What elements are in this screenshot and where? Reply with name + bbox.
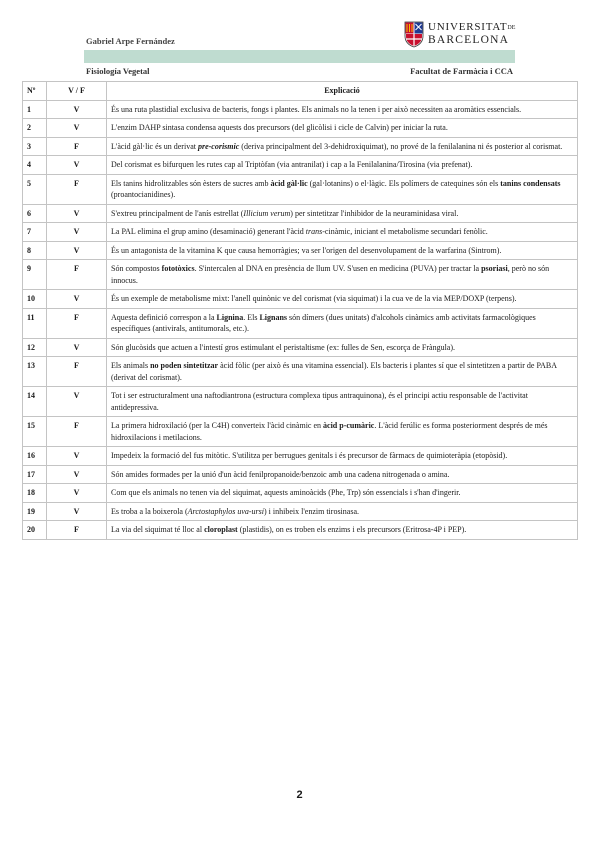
explanation-text: Es troba a la boixerola ( [111, 506, 188, 516]
true-false-answer: F [47, 174, 107, 204]
explanation-text: Com que els animals no tenen via del siquimat, aquests aminoàcids (Phe, Trp) són essencials i s'han d'ingerir. [111, 488, 461, 497]
header-explanation: Explicació [107, 82, 578, 101]
table-row [23, 204, 578, 223]
explanation-cell [107, 290, 578, 309]
explanation-text: Són compostos [111, 264, 162, 273]
explanation-text: Arctostaphylos uva-ursi [187, 506, 265, 516]
explanation-cell [107, 338, 578, 357]
true-false-answer: V [47, 387, 107, 417]
explanation-text: pre-corismic [197, 141, 240, 151]
true-false-answer: V [47, 338, 107, 357]
explanation-text: S'extreu principalment de l'anís estrellat ( [111, 208, 244, 218]
explanation-cell [107, 204, 578, 223]
explanation-text: La via del siquimat té lloc al [111, 525, 205, 534]
explanation-text: trans [305, 227, 323, 236]
explanation-text: És una ruta plastidial exclusiva de bacteris, fongs i plantes. Els animals no la tenen i per això necessiten aa aromàtics essencials. [111, 104, 522, 114]
explanation-text: L'enzim DAHP sintasa condensa aquests dos precursors (del glicòlisi i cicle de Calvin) per iniciar la ruta. [111, 123, 448, 132]
table-row [23, 447, 578, 466]
explanation-text: Lignans [259, 312, 288, 322]
explanation-cell [107, 502, 578, 521]
explanation-text: Illicium verum [243, 208, 291, 218]
explanation-text: ) per sintetitzar l'inhibidor de la neuraminidasa viral. [290, 208, 459, 218]
table-row [23, 156, 578, 175]
university-logo [404, 21, 516, 49]
explanation-text: (proantocianidines). [111, 190, 176, 199]
explanation-cell [107, 100, 578, 119]
explanation-text: És un antagonista de la vitamina K que causa hemorràgies; va ser l'origen del desenvolupament de la warfarina (Sintrom). [111, 245, 502, 255]
explanation-text: (deriva principalment del 3-dehidroxiquimat), no prové de la fenilalanina ni és posterior al corismat. [239, 141, 563, 151]
explanation-text: . S'intercalen al DNA en presència de llum UV. S'usen en medicina (PUVA) per tractar la [194, 264, 482, 273]
true-false-answer: V [47, 119, 107, 138]
question-number: 9 [23, 260, 47, 290]
table-row [23, 484, 578, 503]
explanation-text: Són glucòsids que actuen a l'intestí gros estimulant el peristaltisme (ex: fulles de Sen, escorça de Fràngula). [111, 342, 456, 352]
explanation-cell [107, 260, 578, 290]
table-row [23, 241, 578, 260]
explanation-text: . L'àcid ferúlic es forma posteriorment després de més hidroxilacions i metilacions. [111, 421, 548, 442]
explanation-text: àcid fòlic (per això és una vitamina essencial). Els bacteris i plantes sí que el sintetitzen a partir de PABA (derivat del corismat). [111, 361, 557, 382]
table-row [23, 137, 578, 156]
true-false-answer: F [47, 357, 107, 387]
explanation-text: àcid gàl·lic [270, 178, 308, 188]
explanation-text: no poden sintetitzar [150, 361, 219, 370]
explanation-cell [107, 223, 578, 242]
table-row [23, 290, 578, 309]
explanation-text: És un exemple de metabolisme mixt: l'anell quinònic ve del corismat (via siquimat) i la cua ve de la via MEP/DOXP (terpens). [111, 294, 517, 303]
true-false-answer: F [47, 260, 107, 290]
table-row [23, 417, 578, 447]
question-number: 19 [23, 502, 47, 521]
explanation-text: Són amides formades per la unió d'un àcid fenilpropanoide/benzoic amb una cadena nitrogenada o amina. [111, 469, 450, 479]
question-number: 14 [23, 387, 47, 417]
explanation-cell [107, 156, 578, 175]
true-false-answer: V [47, 484, 107, 503]
explanation-text: psoriasi [481, 264, 508, 273]
explanation-text: (gal·lotanins) o el·làgic. Els polímers de catequines són els [307, 178, 501, 188]
explanation-text: Impedeix la formació del fus mitòtic. S'utilitza per berrugues genitals i és precursor de fàrmacs de quimioteràpia (etopòsid). [111, 451, 508, 460]
table-row [23, 223, 578, 242]
table-row [23, 502, 578, 521]
explanation-text: (plastidis), on es troben els enzims i els precursors (Eritrosa-4P i PEP). [237, 525, 467, 534]
true-false-answer: V [47, 204, 107, 223]
table-row [23, 308, 578, 338]
question-number: 4 [23, 156, 47, 175]
explanation-cell [107, 357, 578, 387]
explanation-text: Els tanins hidrolitzables són èsters de sucres amb [111, 178, 271, 188]
explanation-cell [107, 241, 578, 260]
true-false-answer: V [47, 156, 107, 175]
explanation-text: Aquesta definició correspon a la [111, 312, 217, 322]
table-row [23, 100, 578, 119]
table-row [23, 119, 578, 138]
question-number: 15 [23, 417, 47, 447]
table-row [23, 357, 578, 387]
explanation-cell [107, 484, 578, 503]
true-false-answer: V [47, 241, 107, 260]
explanation-text: La primera hidroxilació (per la C4H) converteix l'àcid cinàmic en [111, 421, 324, 430]
question-number: 12 [23, 338, 47, 357]
explanation-cell [107, 119, 578, 138]
question-number: 5 [23, 174, 47, 204]
explanation-text: Els animals [111, 361, 151, 370]
question-number: 6 [23, 204, 47, 223]
header-number: Nº [23, 82, 47, 101]
header-true-false: V / F [47, 82, 107, 101]
explanation-text: tanins condensats [500, 178, 561, 188]
university-shield-icon [404, 21, 424, 48]
question-number: 13 [23, 357, 47, 387]
true-false-answer: V [47, 100, 107, 119]
true-false-answer: V [47, 447, 107, 466]
explanation-cell [107, 137, 578, 156]
table-row [23, 465, 578, 484]
explanation-text: cloroplast [204, 525, 238, 534]
true-false-answer: F [47, 308, 107, 338]
true-false-answer: F [47, 137, 107, 156]
explanation-cell [107, 521, 578, 540]
explanation-text: . Els [243, 312, 260, 322]
question-number: 10 [23, 290, 47, 309]
question-number: 3 [23, 137, 47, 156]
true-false-answer: F [47, 521, 107, 540]
explanation-text: són dímers (dues unitats) d'alcohols cinàmics amb activitats farmacològiques específiques (antivirals, antitumorals, etc.). [111, 312, 536, 333]
true-false-answer: V [47, 502, 107, 521]
explanation-text: fototòxics [161, 264, 195, 273]
faculty-label: Facultat de Farmàcia i CCA [410, 66, 513, 76]
answers-table [22, 81, 578, 540]
explanation-text: Del corismat es bifurquen les rutes cap al Triptòfan (via antranilat) i cap a la Fenilalanina/Tirosina (via prefenat). [111, 160, 473, 169]
explanation-cell [107, 447, 578, 466]
explanation-text: Lignina [216, 312, 244, 322]
question-number: 2 [23, 119, 47, 138]
explanation-cell [107, 387, 578, 417]
header-band [84, 50, 515, 63]
explanation-cell [107, 417, 578, 447]
explanation-text: L'àcid gàl·lic és un derivat [111, 141, 198, 151]
table-row [23, 260, 578, 290]
table-row [23, 521, 578, 540]
explanation-text: Tot i ser estructuralment una naftodiantrona (estructura complexa tipus antraquinona), és el principi actiu responsable de l'activitat antidepressiva. [111, 391, 528, 412]
explanation-text: , però no són innocus. [111, 264, 550, 285]
explanation-text: àcid p-cumàric [323, 421, 375, 430]
table-header-row [23, 82, 578, 101]
table-row [23, 174, 578, 204]
true-false-answer: F [47, 417, 107, 447]
table-row [23, 338, 578, 357]
table-row [23, 387, 578, 417]
university-wordmark: UNIVERSITATDE BARCELONA [428, 21, 516, 46]
question-number: 17 [23, 465, 47, 484]
explanation-text: ) i inhibeix l'enzim tirosinasa. [264, 506, 359, 516]
true-false-answer: V [47, 223, 107, 242]
explanation-cell [107, 174, 578, 204]
explanation-text: -cinàmic, iniciant el metabolisme secundari fenòlic. [322, 227, 488, 236]
question-number: 20 [23, 521, 47, 540]
question-number: 1 [23, 100, 47, 119]
true-false-answer: V [47, 290, 107, 309]
question-number: 18 [23, 484, 47, 503]
explanation-text: La PAL elimina el grup amino (desaminació) generant l'àcid [111, 227, 306, 236]
explanation-cell [107, 465, 578, 484]
page-number: 2 [296, 789, 303, 801]
subject-label: Fisiología Vegetal [86, 66, 150, 76]
question-number: 16 [23, 447, 47, 466]
question-number: 7 [23, 223, 47, 242]
question-number: 11 [23, 308, 47, 338]
author-name: Gabriel Arpe Fernández [86, 36, 175, 46]
explanation-cell [107, 308, 578, 338]
question-number: 8 [23, 241, 47, 260]
true-false-answer: V [47, 465, 107, 484]
